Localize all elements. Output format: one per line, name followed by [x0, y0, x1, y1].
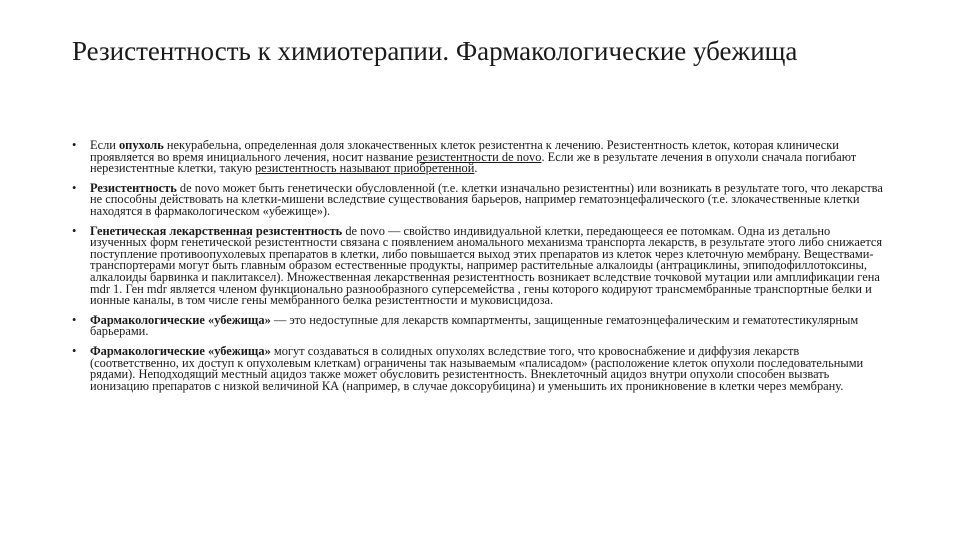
bullet-item-sanctuaries-solid-tumors — [72, 343, 887, 393]
bullet-bold-term: Фармакологические «убежища» — [90, 343, 271, 358]
slide-title: Резистентность к химиотерапии. Фармакологические убежища — [72, 36, 798, 66]
bullet-bold-term: Генетическая лекарственная резистентность — [90, 223, 343, 238]
bullet-item-opukhol — [72, 140, 887, 175]
bullet-bold-term: Фармакологические «убежища» — [90, 312, 271, 327]
bullet-list — [72, 140, 887, 400]
link-resistance-de-novo[interactable]: резистентности de novo — [416, 149, 542, 164]
bullet-text: de novo — свойство индивидуальной клетки, передающееся ее потомкам. Одна из детально изученных форм генетической резистентности связана с появлением аномального механизма транспорта лекарств, в результате этого либо снижается поступление противоопухолевых препаратов в клетки, либо повышается выход этих препаратов из клеток через клеточную мембрану. Веществами-транспортерами могут быть главным образом естественные продукты, например растительные алкалоиды (антрациклины, эпиподофиллотоксины, алкалоиды барвинка и паклитаксел). Множественная лекарственная резистентность возникает вследствие точковой мутации или амплификации гена mdr 1. Ген mdr является членом функционально разнообразного суперсемейства , гены которого кодируют трансмембранные транспортные белки и ионные каналы, в том числе гены мембранного белка резистентности и муковисцидоза. — [90, 223, 883, 308]
link-acquired-resistance[interactable]: резистентность называют приобретенной — [254, 161, 475, 176]
bullet-icon: • — [72, 138, 77, 152]
bullet-text: de novo может быть генетически обусловленной (т.е. клетки изначально резистентны) или возникать в результате того, что лекарства не способны действовать на клетки-мишени вследствие существования барьеров, например гематоэнцефалического (т.е. злокачественные клетки находятся в фармакологическом «убежище»). — [90, 180, 883, 218]
bullet-text: могут создаваться в солидных опухолях вследствие того, что кровоснабжение и диффузия лекарств (соответственно, их доступ к опухолевым клеткам) ограничены так называемым «палисадом» (расположение клеток опухоли последовательными рядами). Неподходящий местный ацидоз также может обусловить резистентность. Внеклеточный ацидоз внутри опухоли способен вызвать ионизацию препаратов с низкой величиной КА (например, в случае доксорубицина) и уменьшить их проникновение в клетки через мембрану. — [90, 343, 864, 393]
bullet-icon: • — [72, 343, 77, 358]
bullet-item-genetic-resistance — [72, 223, 887, 308]
bullet-bold-term: опухоль — [118, 138, 164, 152]
bullet-text: . Если же в результате лечения в опухоли сначала погибают нерезистентные клетки, такую — [90, 149, 857, 176]
bullet-icon: • — [72, 180, 77, 195]
bullet-text: . — [474, 161, 478, 176]
bullet-bold-term: Резистентность — [90, 180, 177, 195]
bullet-icon: • — [72, 312, 77, 327]
bullet-item-resistance — [72, 180, 887, 218]
bullet-item-sanctuaries-definition — [72, 312, 887, 339]
bullet-text: некурабельна, определенная доля злокачественных клеток резистентна к лечению. Резистентность клеток, которая клинически проявляется во время инициального лечения, носит название — [90, 138, 839, 164]
bullet-icon: • — [72, 223, 77, 238]
bullet-text: Если — [90, 138, 119, 152]
bullet-text: — это недоступные для лекарств компартменты, защищенные гематоэнцефалическим и гематотестикулярным барьерами. — [90, 312, 859, 339]
